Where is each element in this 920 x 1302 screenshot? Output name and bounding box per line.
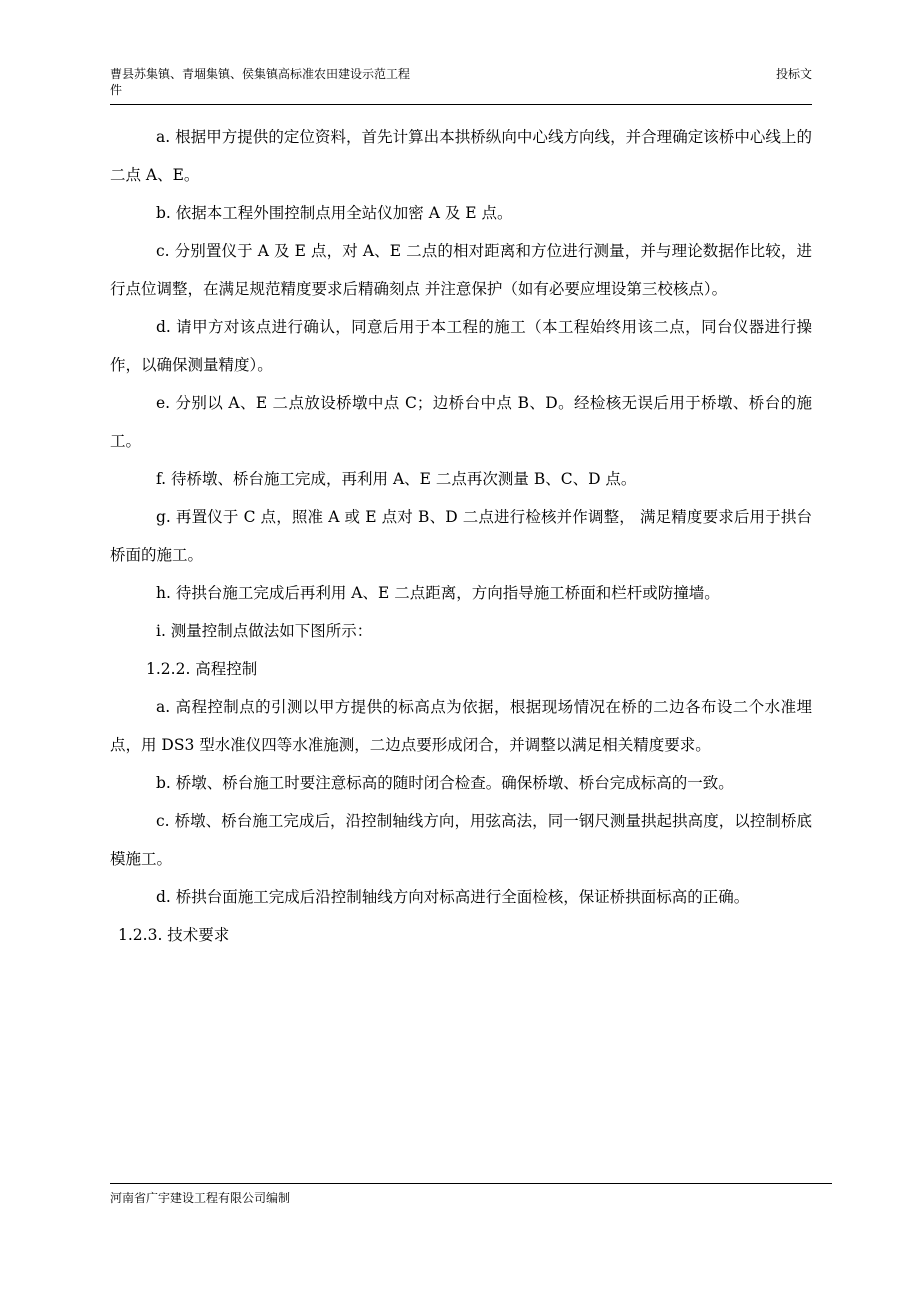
- section-heading-elevation-control: 1.2.2. 高程控制: [146, 660, 258, 678]
- paragraph-f: f. 待桥墩、桥台施工完成，再利用 A、E 二点再次测量 B、C、D 点。: [156, 470, 637, 488]
- elevation-paragraph-c: c. 桥墩、桥台施工完成后，沿控制轴线方向，用弦高法，同一钢尺测量拱起拱高度，以控制桥底模施工。: [110, 812, 812, 868]
- header-doc-type: 投标文: [775, 67, 812, 81]
- paragraph-e: e. 分别以 A、E 二点放设桥墩中点 C；边桥台中点 B、D。经检核无误后用于桥墩、桥台的施工。: [110, 394, 812, 450]
- header-project-title: [110, 66, 470, 98]
- paragraph-b: b. 依据本工程外围控制点用全站仪加密 A 及 E 点。: [156, 204, 513, 222]
- page-body: [110, 118, 812, 954]
- page-header: [110, 66, 812, 105]
- paragraph-i: i. 测量控制点做法如下图所示：: [156, 622, 373, 640]
- elevation-paragraph-a: a. 高程控制点的引测以甲方提供的标高点为依据，根据现场情况在桥的二边各布设二个水准埋点，用 DS3 型水准仪四等水准施测，二边点要形成闭合，并调整以满足相关精度要求。: [110, 698, 812, 754]
- paragraph-c: c. 分别置仪于 A 及 E 点，对 A、E 二点的相对距离和方位进行测量，并与理论数据作比较，进行点位调整，在满足规范精度要求后精确刻点 并注意保护（如有必要应埋设第三校核点）。: [110, 242, 812, 298]
- footer-company: 河南省广宇建设工程有限公司编制: [110, 1191, 291, 1205]
- paragraph-g: g. 再置仪于 C 点，照准 A 或 E 点对 B、D 二点进行检核并作调整， 满足精度要求后用于拱台桥面的施工。: [110, 508, 812, 564]
- paragraph-a: a. 根据甲方提供的定位资料，首先计算出本拱桥纵向中心线方向线，并合理确定该桥中心线上的二点 A、E。: [110, 128, 812, 184]
- paragraph-d: d. 请甲方对该点进行确认，同意后用于本工程的施工（本工程始终用该二点，同台仪器进行操作，以确保测量精度）。: [110, 318, 812, 374]
- page-footer: [110, 1183, 832, 1206]
- elevation-paragraph-b: b. 桥墩、桥台施工时要注意标高的随时闭合检查。确保桥墩、桥台完成标高的一致。: [156, 774, 734, 792]
- header-title-line2: 件: [110, 83, 123, 97]
- section-heading-technical-requirements: 1.2.3. 技术要求: [118, 926, 230, 944]
- paragraph-h: h. 待拱台施工完成后再利用 A、E 二点距离，方向指导施工桥面和栏杆或防撞墙。: [156, 584, 720, 602]
- header-title-line1: 曹县苏集镇、青堌集镇、侯集镇高标准农田建设示范工程: [110, 67, 411, 81]
- elevation-paragraph-d: d. 桥拱台面施工完成后沿控制轴线方向对标高进行全面检核，保证桥拱面标高的正确。: [156, 888, 750, 906]
